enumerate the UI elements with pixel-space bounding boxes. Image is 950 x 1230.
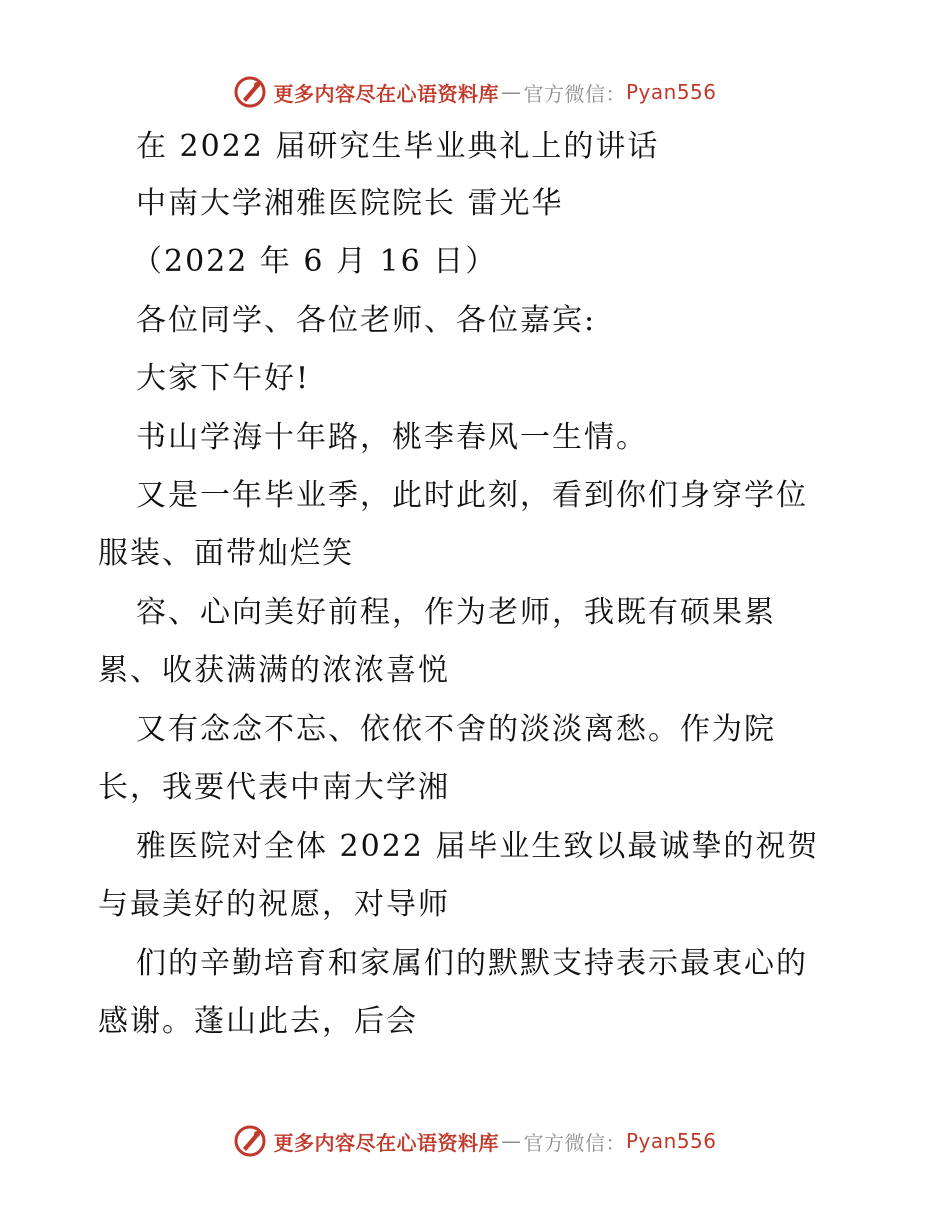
speech-author: 中南大学湘雅医院院长 雷光华	[136, 186, 564, 221]
speech-salutation: 各位同学、各位老师、各位嘉宾:	[136, 303, 597, 338]
body-line: 书山学海十年路，桃李春风一生情。	[136, 420, 648, 455]
watermark-wechat-label: 官方微信：	[523, 81, 626, 106]
body-line: 长，我要代表中南大学湘	[98, 770, 450, 805]
body-line: 感谢。蓬山此去，后会	[98, 1004, 418, 1039]
body-line: 又是一年毕业季，此时此刻，看到你们身穿学位	[136, 478, 808, 513]
speech-date: （2022 年 6 月 16 日）	[132, 244, 498, 279]
body-line: 容、心向美好前程，作为老师，我既有硕果累	[136, 595, 776, 630]
body-line: 又有念念不忘、依依不舍的淡淡离愁。作为院	[136, 712, 776, 747]
watermark-wechat-label: 官方微信：	[523, 1130, 626, 1155]
watermark-separator: —	[500, 1129, 522, 1153]
footer-watermark	[0, 1121, 950, 1161]
watermark-separator: —	[500, 80, 522, 104]
body-line: 与最美好的祝愿，对导师	[98, 887, 450, 922]
watermark-brand: 更多内容尽在心语资料库	[273, 81, 499, 106]
watermark-brand: 更多内容尽在心语资料库	[273, 1130, 499, 1155]
pen-logo-icon	[233, 75, 267, 109]
body-line: 服装、面带灿烂笑	[98, 536, 354, 571]
pen-logo-icon	[233, 1124, 267, 1158]
speech-title: 在 2022 届研究生毕业典礼上的讲话	[136, 129, 660, 164]
header-watermark	[0, 72, 950, 112]
body-line: 累、收获满满的浓浓喜悦	[98, 653, 450, 688]
body-line: 雅医院对全体 2022 届毕业生致以最诚挚的祝贺	[136, 829, 820, 864]
watermark-wechat-id: Pyan556	[625, 1129, 717, 1153]
speech-greeting: 大家下午好!	[136, 361, 311, 396]
body-line: 们的辛勤培育和家属们的默默支持表示最衷心的	[136, 946, 808, 981]
watermark-wechat-id: Pyan556	[625, 80, 717, 104]
